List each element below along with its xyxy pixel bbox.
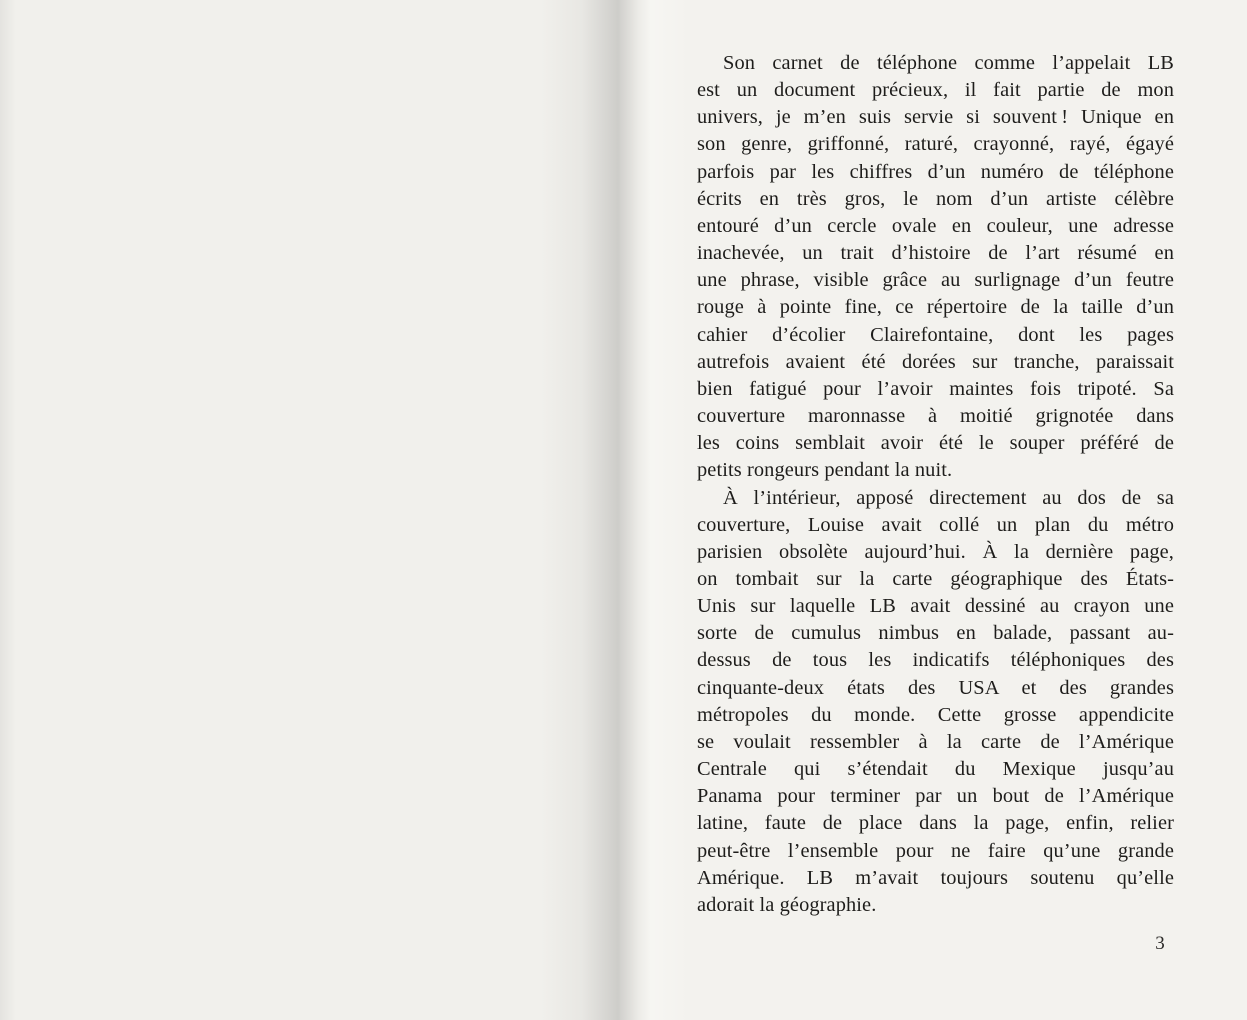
text-line: Unis sur laquelle LB avait dessiné au crayon une — [697, 595, 1174, 618]
gutter-shadow — [540, 0, 690, 1020]
text-line: est un document précieux, il fait partie de mon — [697, 79, 1174, 102]
text-line: on tombait sur la carte géographique des États- — [697, 567, 1174, 590]
text-line: Amérique. LB m’avait toujours soutenu qu’elle — [697, 866, 1174, 889]
text-line: inachevée, un trait d’histoire de l’art résumé en — [697, 242, 1174, 265]
left-page-blank — [0, 0, 620, 1020]
page-number: 3 — [1155, 933, 1165, 954]
text-line: univers, je m’en suis servie si souvent ! Unique en — [697, 106, 1174, 129]
text-line: cahier d’écolier Clairefontaine, dont les pages — [697, 323, 1174, 346]
paragraph — [697, 485, 1174, 920]
text-line: autrefois avaient été dorées sur tranche, paraissait — [697, 350, 1174, 373]
text-line: Panama pour terminer par un bout de l’Amérique — [697, 785, 1174, 808]
text-line: rouge à pointe fine, ce répertoire de la taille d’un — [697, 296, 1174, 319]
text-line: adorait la géographie. — [697, 893, 877, 916]
text-line: latine, faute de place dans la page, enfin, relier — [697, 812, 1174, 835]
text-line: parfois par les chiffres d’un numéro de téléphone — [697, 160, 1174, 183]
text-line: petits rongeurs pendant la nuit. — [697, 459, 953, 482]
text-line: dessus de tous les indicatifs téléphoniques des — [697, 649, 1174, 672]
text-line: couverture, Louise avait collé un plan du métro — [697, 513, 1174, 536]
text-line: Son carnet de téléphone comme l’appelait LB — [723, 52, 1174, 74]
text-line: bien fatigué pour l’avoir maintes fois tripoté. Sa — [697, 377, 1174, 400]
text-line: À l’intérieur, apposé directement au dos de sa — [723, 486, 1174, 509]
text-line: peut-être l’ensemble pour ne faire qu’une grande — [697, 839, 1174, 862]
text-line: sorte de cumulus nimbus en balade, passant au- — [697, 622, 1174, 645]
text-line: écrits en très gros, le nom d’un artiste célèbre — [697, 187, 1174, 210]
text-line: les coins semblait avoir été le souper préféré de — [697, 432, 1174, 455]
text-line: cinquante-deux états des USA et des grandes — [697, 676, 1174, 699]
text-line: son genre, griffonné, raturé, crayonné, rayé, égayé — [697, 133, 1174, 156]
text-line: une phrase, visible grâce au surlignage d’un feutre — [697, 269, 1174, 292]
page-text — [697, 50, 1174, 919]
text-line: entouré d’un cercle ovale en couleur, une adresse — [697, 214, 1174, 237]
text-line: métropoles du monde. Cette grosse appendicite — [697, 703, 1174, 726]
text-line: couverture maronnasse à moitié grignotée dans — [697, 405, 1174, 428]
text-line: se voulait ressembler à la carte de l’Amérique — [697, 730, 1174, 753]
text-line: Centrale qui s’étendait du Mexique jusqu’au — [697, 758, 1174, 781]
left-edge-shadow — [0, 0, 16, 1020]
text-line: parisien obsolète aujourd’hui. À la dernière page, — [697, 540, 1174, 563]
paragraph — [697, 50, 1174, 485]
